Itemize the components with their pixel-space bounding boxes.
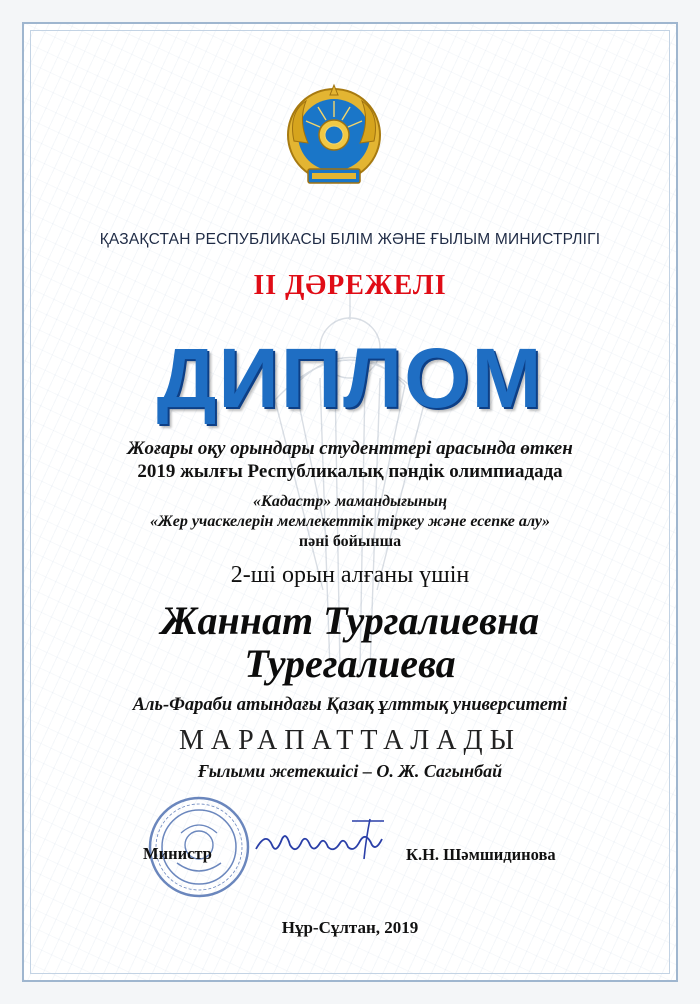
olympiad-line-2: 2019 жылғы Республикалық пәндік олимпиадада [137, 461, 563, 482]
ministry-name: ҚАЗАҚСТАН РЕСПУБЛИКАСЫ БІЛІМ ЖӘНЕ ҒЫЛЫМ МИНИСТРЛІГІ [99, 231, 601, 248]
signature-icon [252, 815, 402, 865]
olympiad-line-1: Жоғары оқу орындары студенттері арасында өткен [127, 438, 573, 459]
recipient-first-names: Жаннат Тургалиевна [160, 598, 540, 643]
recipient-last-name: Турегалиева [244, 641, 456, 686]
minister-name: К.Н. Шәмшидинова [406, 845, 556, 864]
awarded-label: МАРАПАТТАЛАДЫ [178, 725, 522, 756]
subject-suffix-line: пәні бойынша [298, 533, 402, 550]
diploma-title: ДИПЛОМ [156, 331, 544, 425]
university-name: Аль-Фараби атындағы Қазақ ұлттық университеті [132, 695, 568, 715]
place-line: 2-ші орын алғаны үшін [230, 562, 470, 588]
place-date: Нұр-Сұлтан, 2019 [281, 918, 419, 937]
supervisor-line: Ғылыми жетекшісі – О. Ж. Сагынбай [197, 761, 503, 781]
specialty-line: «Кадастр» мамандығының [252, 493, 448, 510]
minister-label: Министр [143, 844, 212, 863]
degree-label: II ДӘРЕЖЕЛІ [253, 270, 447, 301]
subject-line: «Жер учаскелерін мемлекеттік тіркеу және есепке алу» [150, 513, 550, 530]
state-emblem-icon [284, 83, 384, 193]
